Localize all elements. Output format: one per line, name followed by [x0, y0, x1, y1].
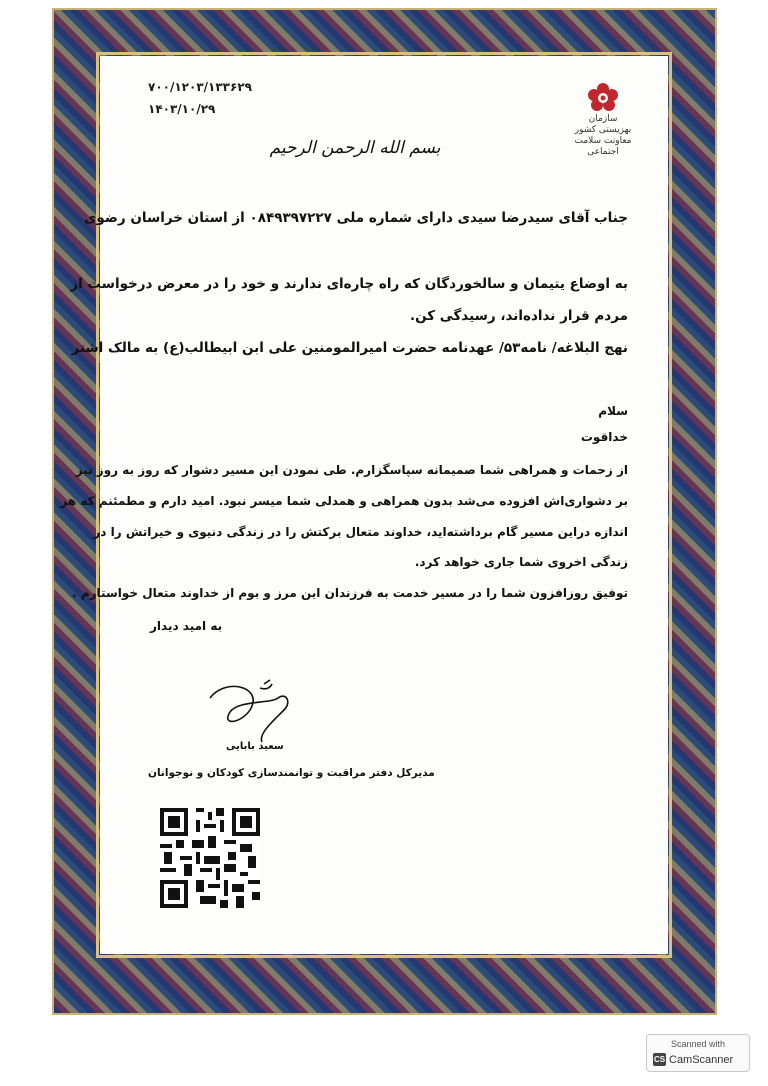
camscanner-watermark: [646, 1034, 750, 1072]
body-line-3: اندازه دراین مسیر گام برداشته‌اید، خداوند متعال برکتش را در زندگی دنیوی و خیراتش را در: [93, 525, 628, 539]
signer-title: مدیرکل دفتر مراقبت و توانمندسازی کودکان و نوجوانان: [148, 767, 435, 779]
handwritten-signature: [200, 676, 310, 748]
letter-date: ۱۴۰۳/۱۰/۲۹: [148, 102, 216, 116]
quote-line-2: مردم قرار نداده‌اند، رسیدگی کن.: [409, 308, 628, 324]
quote-source: نهج البلاغه/ نامه۵۳/ عهدنامه حضرت امیرالمومنین علی ابن ابیطالب(ع) به مالک اشتر: [71, 340, 628, 356]
greeting: سلام: [598, 404, 628, 418]
body-line-2: بر دشواری‌اش افزوده می‌شد بدون همراهی و همدلی شما میسر نبود. امید دارم و مطمئنم که هر: [60, 494, 628, 508]
greeting-2: خداقوت: [580, 430, 628, 444]
body-line-1: از زحمات و همراهی شما صمیمانه سپاسگزارم. طی نمودن این مسیر دشوار که روز به روز نیز: [75, 463, 628, 477]
signer-name: سعید بابایی: [226, 741, 284, 752]
camscanner-cs-icon: CS: [653, 1055, 666, 1064]
organization-logo: [572, 80, 634, 158]
qr-code-icon: [160, 808, 260, 908]
reference-number: ۷۰۰/۱۲۰۳/۱۳۳۶۲۹: [148, 80, 252, 94]
addressee-line: جناب آقای سیدرضا سیدی دارای شماره ملی ۰۸۴۹۳۹۷۲۲۷ از استان خراسان رضوی: [84, 210, 628, 226]
watermark-line2: CamScanner: [669, 1053, 734, 1066]
logo-text-line1: سازمان بهزیستی کشور: [574, 114, 632, 135]
logo-text-line2: معاونت سلامت اجتماعی: [574, 136, 632, 157]
body-line-4: زندگی اخروی شما جاری خواهد کرد.: [414, 555, 628, 569]
quote-line-1: به اوضاع یتیمان و سالخوردگان که راه چاره‌ای ندارند و خود را در معرض درخواست از: [70, 276, 628, 292]
body-line-5: توفیق روزافزون شما را در مسیر خدمت به فرزندان این مرز و بوم از خداوند متعال خواستارم .: [72, 586, 628, 600]
watermark-line1: Scanned with: [670, 1039, 726, 1049]
closing-line: به امید دیدار: [150, 619, 223, 633]
flower-logo-icon: [583, 80, 623, 114]
basmala-heading: بسم الله الرحمن الرحیم: [269, 138, 441, 158]
